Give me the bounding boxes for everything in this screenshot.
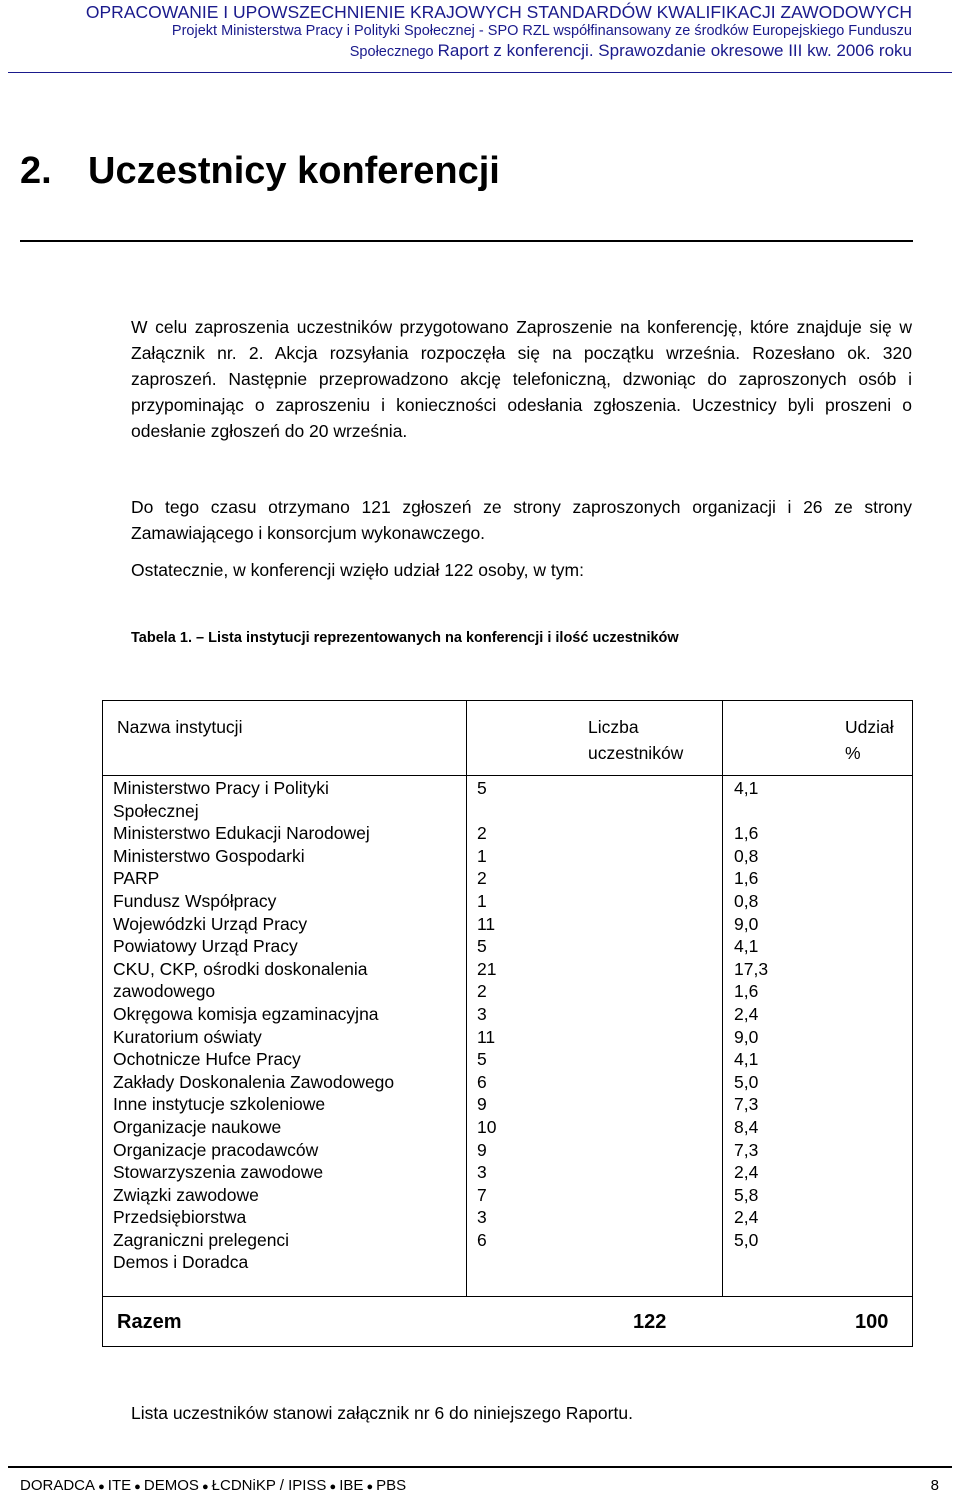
institution-cell: Wojewódzki Urząd Pracy bbox=[113, 913, 308, 934]
count-cell: 5 bbox=[477, 936, 487, 957]
count-cell: 9 bbox=[477, 1139, 487, 1160]
table-divider bbox=[722, 775, 723, 1296]
share-cell: 4,1 bbox=[734, 778, 759, 798]
share-cell: 4,1 bbox=[734, 1049, 759, 1070]
running-header-report bbox=[350, 41, 912, 61]
section-heading bbox=[20, 150, 500, 193]
count-cell: 7 bbox=[477, 1184, 487, 1205]
table-total-rule bbox=[102, 1296, 913, 1297]
footer-org: IBE bbox=[339, 1477, 364, 1494]
header-institution: Nazwa instytucji bbox=[117, 717, 243, 737]
running-header-report-title: Raport z konferencji. Sprawozdanie okresowe III kw. 2006 roku bbox=[437, 41, 912, 60]
count-cell: 11 bbox=[477, 1026, 496, 1047]
count-cell: 2 bbox=[477, 981, 487, 1002]
share-cell: 1,6 bbox=[734, 823, 759, 844]
bullet-icon: ● bbox=[326, 1481, 340, 1493]
bullet-icon: ● bbox=[363, 1481, 377, 1493]
institution-cell: Kuratorium oświaty bbox=[113, 1026, 262, 1047]
count-cell: 3 bbox=[477, 1162, 487, 1183]
institution-cell: CKU, CKP, ośrodki doskonalenia bbox=[113, 958, 368, 979]
count-cell: 11 bbox=[477, 913, 496, 934]
bullet-icon: ● bbox=[95, 1481, 108, 1493]
institution-cell: Społecznej bbox=[113, 800, 199, 821]
count-cell: 21 bbox=[477, 958, 497, 979]
footer-org: ITE bbox=[107, 1477, 132, 1494]
share-cell: 5,0 bbox=[734, 1229, 759, 1250]
share-cell: 0,8 bbox=[734, 845, 759, 866]
institution-cell: PARP bbox=[113, 868, 160, 889]
section-number: 2. bbox=[20, 150, 52, 192]
section-title: Uczestnicy konferencji bbox=[88, 150, 500, 192]
count-column bbox=[477, 777, 496, 1274]
running-header-project: Projekt Ministerstwa Pracy i Polityki Społecznej - SPO RZL współfinansowany ze środków Europejskiego Funduszu bbox=[171, 23, 912, 39]
count-cell bbox=[477, 1251, 496, 1274]
running-header-fund: Społecznego bbox=[349, 44, 434, 60]
paragraph-closing: Lista uczestników stanowi załącznik nr 6 do niniejszego Raportu. bbox=[131, 1403, 633, 1423]
institution-cell: Okręgowa komisja egzaminacyjna bbox=[113, 1003, 379, 1024]
count-cell: 2 bbox=[477, 823, 487, 844]
table-header-rule bbox=[102, 775, 913, 776]
count-cell: 10 bbox=[477, 1116, 497, 1137]
count-cell: 1 bbox=[477, 890, 487, 911]
institution-cell: Zakłady Doskonalenia Zawodowego bbox=[113, 1071, 395, 1092]
count-cell: 5 bbox=[477, 778, 487, 798]
count-cell: 5 bbox=[477, 1049, 487, 1070]
institution-cell: zawodowego bbox=[113, 981, 216, 1002]
total-count: 122 bbox=[633, 1311, 667, 1333]
footer-org: ŁCDNiKP / IPISS bbox=[211, 1477, 327, 1494]
footer-divider bbox=[8, 1466, 952, 1468]
share-cell: 1,6 bbox=[734, 981, 759, 1002]
paragraph-invitations: W celu zaproszenia uczestników przygotowano Zaproszenie na konferencję, które znajduje się w Załącznik nr. 2. Akcja rozsyłania rozpoczęła się na początku września. Rozesłano ok. 320 zaproszeń. Następnie przeprowadzono akcję telefoniczną, dzwoniąc do zaproszonych osób i przypominając o zaproszeniu i konieczności odesłania zgłoszenia. Uczestnicy byli proszeni o odesłanie zgłoszeń do 20 września. bbox=[131, 317, 912, 441]
share-cell: 5,0 bbox=[734, 1071, 759, 1092]
share-cell: 0,8 bbox=[734, 890, 759, 911]
paragraph-applications: Do tego czasu otrzymano 121 zgłoszeń ze strony zaproszonych organizacji i 26 ze strony Zamawiającego i konsorcjum wykonawczego. bbox=[131, 497, 912, 543]
institution-column bbox=[113, 777, 394, 1274]
count-cell: 6 bbox=[477, 1071, 487, 1092]
footer-org: DEMOS bbox=[143, 1477, 199, 1494]
institution-cell: Fundusz Współpracy bbox=[113, 890, 277, 911]
bullet-icon: ● bbox=[131, 1481, 144, 1493]
footer-consortium bbox=[20, 1477, 406, 1494]
total-share: 100 bbox=[855, 1311, 889, 1333]
share-cell: 7,3 bbox=[734, 1094, 759, 1115]
share-cell: 5,8 bbox=[734, 1184, 759, 1205]
share-cell: 9,0 bbox=[734, 1026, 759, 1047]
share-cell bbox=[734, 800, 768, 823]
institution-cell: Przedsiębiorstwa bbox=[113, 1207, 247, 1228]
share-cell: 8,4 bbox=[734, 1116, 759, 1137]
running-header-title: OPRACOWANIE I UPOWSZECHNIENIE KRAJOWYCH STANDARDÓW KWALIFIKACJI ZAWODOWYCH bbox=[85, 2, 912, 22]
page-number: 8 bbox=[930, 1477, 939, 1494]
institution-cell: Powiatowy Urząd Pracy bbox=[113, 936, 298, 957]
paragraph-attendance: Ostatecznie, w konferencji wzięło udział 122 osoby, w tym: bbox=[131, 560, 584, 580]
header-share: Udział % bbox=[845, 717, 894, 763]
share-column bbox=[734, 777, 768, 1274]
share-cell: 4,1 bbox=[734, 936, 759, 957]
table-divider bbox=[722, 700, 723, 775]
institution-cell: Ministerstwo Gospodarki bbox=[113, 845, 305, 866]
share-cell: 2,4 bbox=[734, 1207, 759, 1228]
footer-org: PBS bbox=[376, 1477, 407, 1494]
institution-cell: Organizacje naukowe bbox=[113, 1116, 282, 1137]
count-cell: 1 bbox=[477, 845, 487, 866]
table-caption: Tabela 1. – Lista instytucji reprezentowanych na konferencji i ilość uczestników bbox=[131, 630, 679, 646]
count-cell: 3 bbox=[477, 1003, 487, 1024]
share-cell: 1,6 bbox=[734, 868, 759, 889]
bullet-icon: ● bbox=[198, 1481, 212, 1493]
table-divider bbox=[466, 775, 467, 1296]
share-cell: 9,0 bbox=[734, 913, 759, 934]
footer-org: DORADCA bbox=[20, 1477, 96, 1494]
table-divider bbox=[466, 700, 467, 775]
share-cell: 7,3 bbox=[734, 1139, 759, 1160]
institution-cell: Stowarzyszenia zawodowe bbox=[113, 1162, 324, 1183]
institution-cell: Inne instytucje szkoleniowe bbox=[113, 1094, 326, 1115]
count-cell: 6 bbox=[477, 1229, 487, 1250]
share-cell: 17,3 bbox=[734, 958, 769, 979]
share-cell bbox=[734, 1251, 768, 1274]
count-cell: 9 bbox=[477, 1094, 487, 1115]
institution-cell: Zagraniczni prelegenci bbox=[113, 1229, 290, 1250]
institution-cell: Ministerstwo Pracy i Polityki bbox=[113, 778, 329, 798]
institution-cell: Organizacje pracodawców bbox=[113, 1139, 319, 1160]
institution-cell: Demos i Doradca bbox=[113, 1252, 249, 1273]
header-divider bbox=[8, 72, 952, 73]
count-cell: 3 bbox=[477, 1207, 487, 1228]
header-count: Liczba uczestników bbox=[588, 717, 684, 763]
count-cell bbox=[477, 800, 496, 823]
institution-cell: Ministerstwo Edukacji Narodowej bbox=[113, 823, 370, 844]
institution-cell: Ochotnicze Hufce Pracy bbox=[113, 1049, 301, 1070]
share-cell: 2,4 bbox=[734, 1162, 759, 1183]
institution-cell: Związki zawodowe bbox=[113, 1184, 259, 1205]
count-cell: 2 bbox=[477, 868, 487, 889]
total-label: Razem bbox=[117, 1311, 182, 1333]
section-rule bbox=[20, 240, 913, 242]
share-cell: 2,4 bbox=[734, 1003, 759, 1024]
